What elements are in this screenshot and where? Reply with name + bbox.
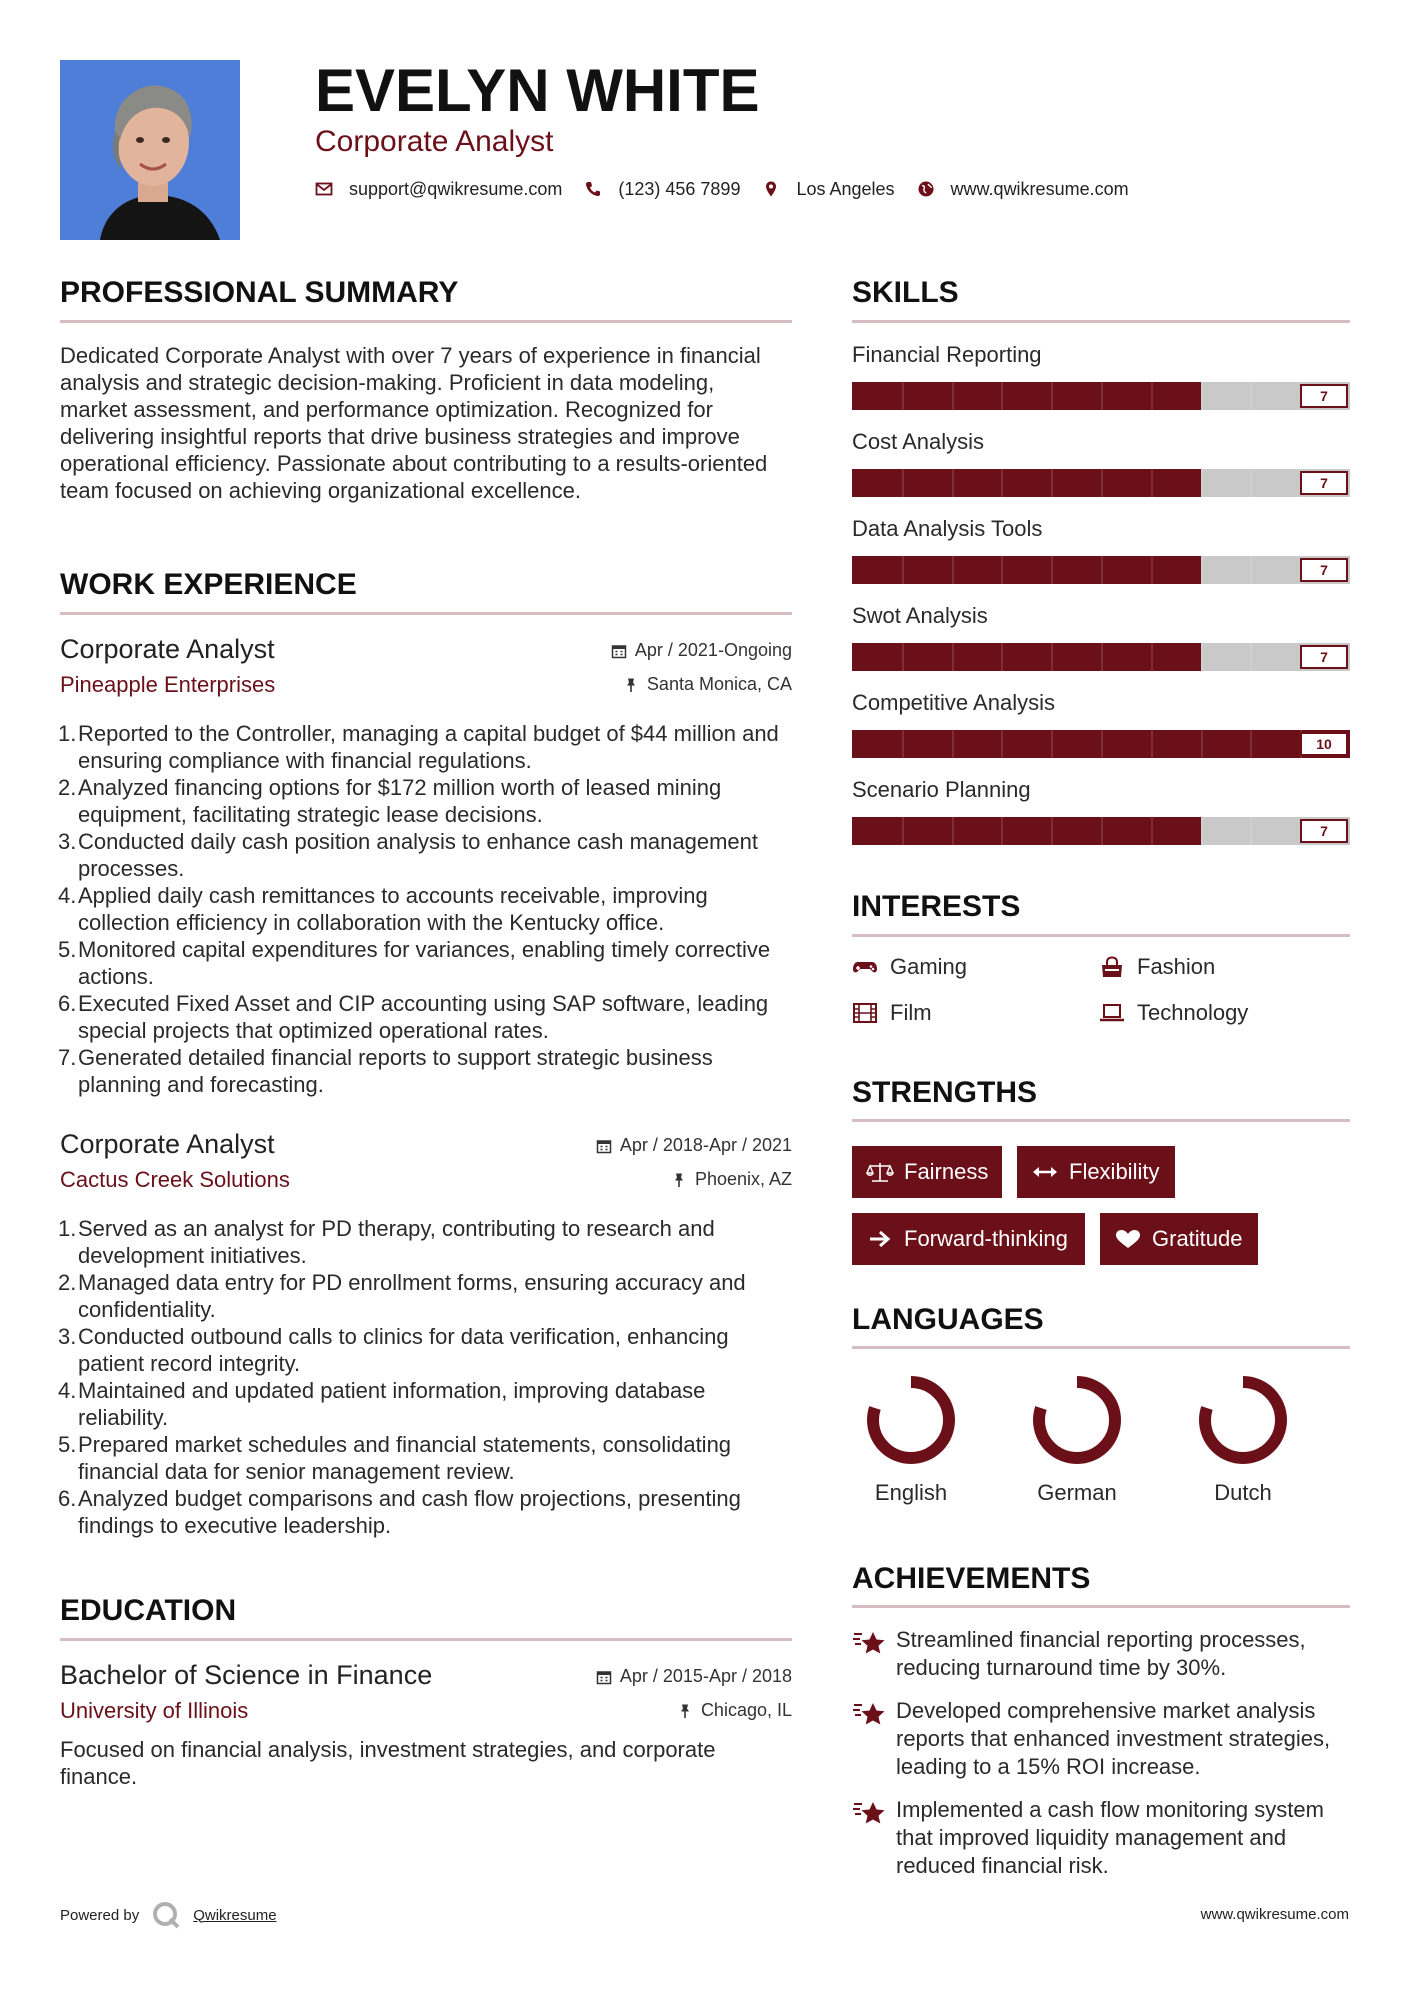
portrait-image <box>60 60 240 240</box>
achievement-text: Implemented a cash flow monitoring system that improved liquidity management and reduced financial risk. <box>896 1797 1324 1878</box>
skill-bar-fill <box>852 556 1201 584</box>
calendar-icon <box>611 643 627 659</box>
skill-bar-segment <box>1151 730 1153 758</box>
skill-bar-segment <box>1001 817 1003 845</box>
skill-item <box>852 777 1350 857</box>
skill-bar-segment <box>952 817 954 845</box>
profile-photo <box>60 60 240 240</box>
shooting-star-icon <box>852 1628 886 1658</box>
skill-bar-segment <box>1101 730 1103 758</box>
location-text: Los Angeles <box>796 178 895 199</box>
skill-name: Competitive Analysis <box>852 690 1055 715</box>
skill-bar-segment <box>1051 382 1053 410</box>
pushpin-icon <box>671 1172 687 1188</box>
skills-heading: SKILLS <box>852 276 959 309</box>
job-company: Cactus Creek Solutions <box>60 1167 290 1192</box>
experience-heading: WORK EXPERIENCE <box>60 568 357 601</box>
job-date <box>596 1135 792 1156</box>
job-bullets <box>60 720 792 1098</box>
skill-bar-segment <box>902 469 904 497</box>
skill-level-badge: 7 <box>1300 645 1348 669</box>
job-role: Corporate Analyst <box>60 1129 275 1159</box>
job-date <box>611 640 792 661</box>
strengths-heading: STRENGTHS <box>852 1076 1038 1109</box>
strength-tag-forward-thinking <box>852 1213 1085 1265</box>
film-icon <box>852 1002 878 1024</box>
balance-scale-icon <box>866 1161 894 1183</box>
skill-bar-segment <box>1051 643 1053 671</box>
skill-bar-segment <box>902 382 904 410</box>
phone-text: (123) 456 7899 <box>618 178 741 199</box>
website-text: www.qwikresume.com <box>950 178 1129 199</box>
language-item <box>1178 1370 1308 1506</box>
languages-rule <box>852 1346 1350 1349</box>
skill-bar-segment <box>952 469 954 497</box>
shopping-bag-icon <box>1099 956 1125 978</box>
job-entry-1 <box>60 634 792 1098</box>
skill-bar-fill <box>852 469 1201 497</box>
calendar-icon <box>596 1138 612 1154</box>
strength-tag-flexibility <box>1017 1146 1175 1198</box>
strength-label: Forward-thinking <box>904 1226 1068 1251</box>
summary-rule <box>60 320 792 323</box>
language-ring <box>1193 1370 1293 1470</box>
list-item: 4. Maintained and updated patient information, improving database reliability. <box>58 1378 706 1430</box>
achievements-heading: ACHIEVEMENTS <box>852 1562 1091 1595</box>
calendar-icon <box>596 1669 612 1685</box>
job-date-text: Apr / 2021-Ongoing <box>634 640 792 660</box>
summary-text: Dedicated Corporate Analyst with over 7 years of experience in financial analysis and strategic decision-making. Proficient in data modeling, market assessment, and performance optimization. Recognized for delivering insightful reports that drive business strategies and improve operational efficiency. Passionate about contributing to a results-oriented team focused on achieving organizational excellence. <box>60 343 768 503</box>
skill-bar-segment <box>1201 382 1203 410</box>
skill-bar-segment <box>1101 382 1103 410</box>
language-label: Dutch <box>1214 1480 1272 1505</box>
job-date-text: Apr / 2018-Apr / 2021 <box>619 1135 792 1155</box>
skill-bar-segment <box>1201 556 1203 584</box>
education-rule <box>60 1638 792 1641</box>
skill-bar-segment <box>1101 556 1103 584</box>
job-location-text: Santa Monica, CA <box>646 674 792 694</box>
skill-bar-fill <box>852 382 1201 410</box>
skill-bar-segment <box>1151 382 1153 410</box>
skill-bar-segment <box>1250 469 1252 497</box>
interest-gaming <box>852 954 967 980</box>
school: University of Illinois <box>60 1698 249 1723</box>
skill-level-badge: 7 <box>1300 558 1348 582</box>
job-company: Pineapple Enterprises <box>60 672 276 697</box>
list-item: 7. Generated detailed financial reports to support strategic business planning and forecasting. <box>58 1045 713 1097</box>
summary-heading: PROFESSIONAL SUMMARY <box>60 276 459 309</box>
strengths-rule <box>852 1119 1350 1122</box>
brand-link[interactable]: Qwikresume <box>193 1906 277 1924</box>
list-item: 1. Served as an analyst for PD therapy, contributing to research and development initiatives. <box>58 1216 715 1268</box>
skill-bar <box>852 730 1350 758</box>
gamepad-icon <box>852 956 878 978</box>
skill-item <box>852 429 1350 509</box>
skill-bar-segment <box>952 556 954 584</box>
interests-heading: INTERESTS <box>852 890 1021 923</box>
language-ring-arc <box>1205 1382 1281 1458</box>
language-ring-arc <box>1039 1382 1115 1458</box>
experience-rule <box>60 612 792 615</box>
job-role: Corporate Analyst <box>60 634 275 664</box>
skill-bar-segment <box>902 817 904 845</box>
strength-tag-fairness <box>852 1146 1002 1198</box>
list-item: 5. Monitored capital expenditures for variances, enabling timely corrective actions. <box>58 937 771 989</box>
skill-bar-segment <box>1201 469 1203 497</box>
shooting-star-icon <box>852 1699 886 1729</box>
skills-rule <box>852 320 1350 323</box>
strength-label: Flexibility <box>1069 1159 1160 1184</box>
education-date <box>596 1666 792 1687</box>
interest-label: Gaming <box>890 954 968 979</box>
language-label: English <box>874 1480 948 1505</box>
skill-item <box>852 342 1350 422</box>
skill-level-badge: 7 <box>1300 471 1348 495</box>
skill-bar-segment <box>1250 556 1252 584</box>
degree: Bachelor of Science in Finance <box>60 1660 433 1690</box>
language-label: German <box>1037 1480 1117 1505</box>
skill-bar-segment <box>1250 817 1252 845</box>
list-item: 5. Prepared market schedules and financial statements, consolidating financial data for senior management review. <box>58 1432 732 1484</box>
skill-bar-segment <box>902 556 904 584</box>
skill-bar-segment <box>1051 817 1053 845</box>
skill-name: Financial Reporting <box>852 342 1042 367</box>
arrow-right-icon <box>866 1228 894 1250</box>
email-text: support@qwikresume.com <box>349 178 563 199</box>
footer-website[interactable]: www.qwikresume.com <box>1200 1906 1349 1923</box>
skill-item <box>852 690 1350 770</box>
interests-rule <box>852 934 1350 937</box>
strength-label: Fairness <box>904 1159 989 1184</box>
skill-bar-segment <box>902 730 904 758</box>
education-location-text: Chicago, IL <box>700 1700 792 1720</box>
education-heading: EDUCATION <box>60 1594 237 1627</box>
education-location <box>677 1700 792 1721</box>
skill-bar-segment <box>1201 817 1203 845</box>
contact-location <box>762 179 894 200</box>
heart-icon <box>1114 1228 1142 1250</box>
job-location-text: Phoenix, AZ <box>694 1169 792 1189</box>
arrows-horizontal-icon <box>1031 1161 1059 1183</box>
skill-item <box>852 516 1350 596</box>
job-entry-2 <box>60 1129 792 1539</box>
list-item: 2. Analyzed financing options for $172 million worth of leased mining equipment, facilitating strategic lease decisions. <box>58 775 722 827</box>
skill-bar-fill <box>852 817 1201 845</box>
candidate-name: EVELYN WHITE <box>315 57 760 124</box>
laptop-icon <box>1099 1002 1125 1024</box>
contact-website[interactable] <box>917 179 1129 200</box>
achievement-item-3 <box>852 1796 1350 1880</box>
skill-bar-segment <box>1151 643 1153 671</box>
contact-email[interactable] <box>315 179 562 200</box>
skill-level-badge: 7 <box>1300 819 1348 843</box>
pushpin-icon <box>677 1703 693 1719</box>
skill-bar-segment <box>1250 643 1252 671</box>
skill-bar-segment <box>1101 469 1103 497</box>
skill-bar-segment <box>1001 730 1003 758</box>
pushpin-icon <box>623 677 639 693</box>
job-location <box>671 1169 792 1190</box>
skill-bar-segment <box>952 382 954 410</box>
skill-bar-segment <box>1051 730 1053 758</box>
contact-bar <box>315 176 1151 202</box>
skill-bar-segment <box>902 643 904 671</box>
interest-fashion <box>1099 954 1215 980</box>
skill-bar <box>852 556 1350 584</box>
skill-bar-segment <box>1151 817 1153 845</box>
list-item: 3. Conducted daily cash position analysis to enhance cash management processes. <box>58 829 758 881</box>
list-item: 4. Applied daily cash remittances to accounts receivable, improving collection efficiency in collaboration with the Kentucky office. <box>58 883 708 935</box>
language-ring-arc <box>873 1382 949 1458</box>
skill-bar-segment <box>1201 643 1203 671</box>
candidate-title: Corporate Analyst <box>315 125 554 158</box>
list-item: 6. Executed Fixed Asset and CIP accounting using SAP software, leading special projects that optimized operational rates. <box>58 991 769 1043</box>
language-ring <box>861 1370 961 1470</box>
language-item <box>1012 1370 1142 1506</box>
envelope-icon <box>315 180 333 198</box>
footer-powered-by <box>60 1900 277 1930</box>
achievement-text: Developed comprehensive market analysis reports that enhanced investment strategies, leading to a 15% ROI increase. <box>896 1698 1331 1779</box>
skill-bar-segment <box>1051 556 1053 584</box>
skill-bar-segment <box>1001 382 1003 410</box>
map-marker-icon <box>762 180 780 198</box>
skill-bar <box>852 817 1350 845</box>
list-item: 6. Analyzed budget comparisons and cash flow projections, presenting findings to executive leadership. <box>58 1486 741 1538</box>
contact-phone[interactable] <box>584 179 740 200</box>
interest-technology <box>1099 1000 1248 1026</box>
skill-bar-segment <box>952 643 954 671</box>
list-item: 3. Conducted outbound calls to clinics for data verification, enhancing patient record integrity. <box>58 1324 729 1376</box>
language-item <box>846 1370 976 1506</box>
phone-icon <box>584 180 602 198</box>
education-description: Focused on financial analysis, investment strategies, and corporate finance. <box>60 1737 716 1789</box>
skill-bar-segment <box>1001 556 1003 584</box>
list-item: 2. Managed data entry for PD enrollment forms, ensuring accuracy and confidentiality. <box>58 1270 746 1322</box>
powered-by-text: Powered by <box>60 1906 140 1924</box>
job-location <box>623 674 792 695</box>
skill-bar-segment <box>1001 469 1003 497</box>
skill-bar-segment <box>1101 817 1103 845</box>
strength-tag-gratitude <box>1100 1213 1258 1265</box>
education-entry <box>60 1660 792 1790</box>
job-bullets <box>60 1215 792 1539</box>
skill-name: Scenario Planning <box>852 777 1031 802</box>
skill-name: Cost Analysis <box>852 429 985 454</box>
skill-level-badge: 10 <box>1300 732 1348 756</box>
skill-bar-segment <box>1250 382 1252 410</box>
interest-label: Technology <box>1137 1000 1249 1025</box>
skill-bar-segment <box>1101 643 1103 671</box>
skill-bar <box>852 382 1350 410</box>
interest-film <box>852 1000 932 1026</box>
interest-label: Film <box>890 1000 932 1025</box>
skill-name: Swot Analysis <box>852 603 988 628</box>
shooting-star-icon <box>852 1798 886 1828</box>
qwikresume-logo-icon <box>151 1900 181 1930</box>
globe-icon <box>917 180 935 198</box>
list-item: 1. Reported to the Controller, managing a capital budget of $44 million and ensuring compliance with financial regulations. <box>58 721 779 773</box>
achievement-item-2 <box>852 1697 1350 1781</box>
skill-bar-fill <box>852 643 1201 671</box>
skill-bar-segment <box>1201 730 1203 758</box>
skill-name: Data Analysis Tools <box>852 516 1043 541</box>
skill-level-badge: 7 <box>1300 384 1348 408</box>
skill-bar-segment <box>1250 730 1252 758</box>
skill-bar-segment <box>1001 643 1003 671</box>
achievements-rule <box>852 1605 1350 1608</box>
skill-item <box>852 603 1350 683</box>
achievement-text: Streamlined financial reporting processes, reducing turnaround time by 30%. <box>896 1627 1306 1680</box>
skill-bar <box>852 469 1350 497</box>
skill-bar-segment <box>1051 469 1053 497</box>
interest-label: Fashion <box>1137 954 1216 979</box>
skill-bar-segment <box>952 730 954 758</box>
skill-bar-segment <box>1151 556 1153 584</box>
language-ring <box>1027 1370 1127 1470</box>
achievement-item-1 <box>852 1626 1350 1682</box>
education-date-text: Apr / 2015-Apr / 2018 <box>619 1666 792 1686</box>
skill-bar <box>852 643 1350 671</box>
languages-heading: LANGUAGES <box>852 1303 1044 1336</box>
strength-label: Gratitude <box>1152 1226 1243 1251</box>
skill-bar-segment <box>1151 469 1153 497</box>
